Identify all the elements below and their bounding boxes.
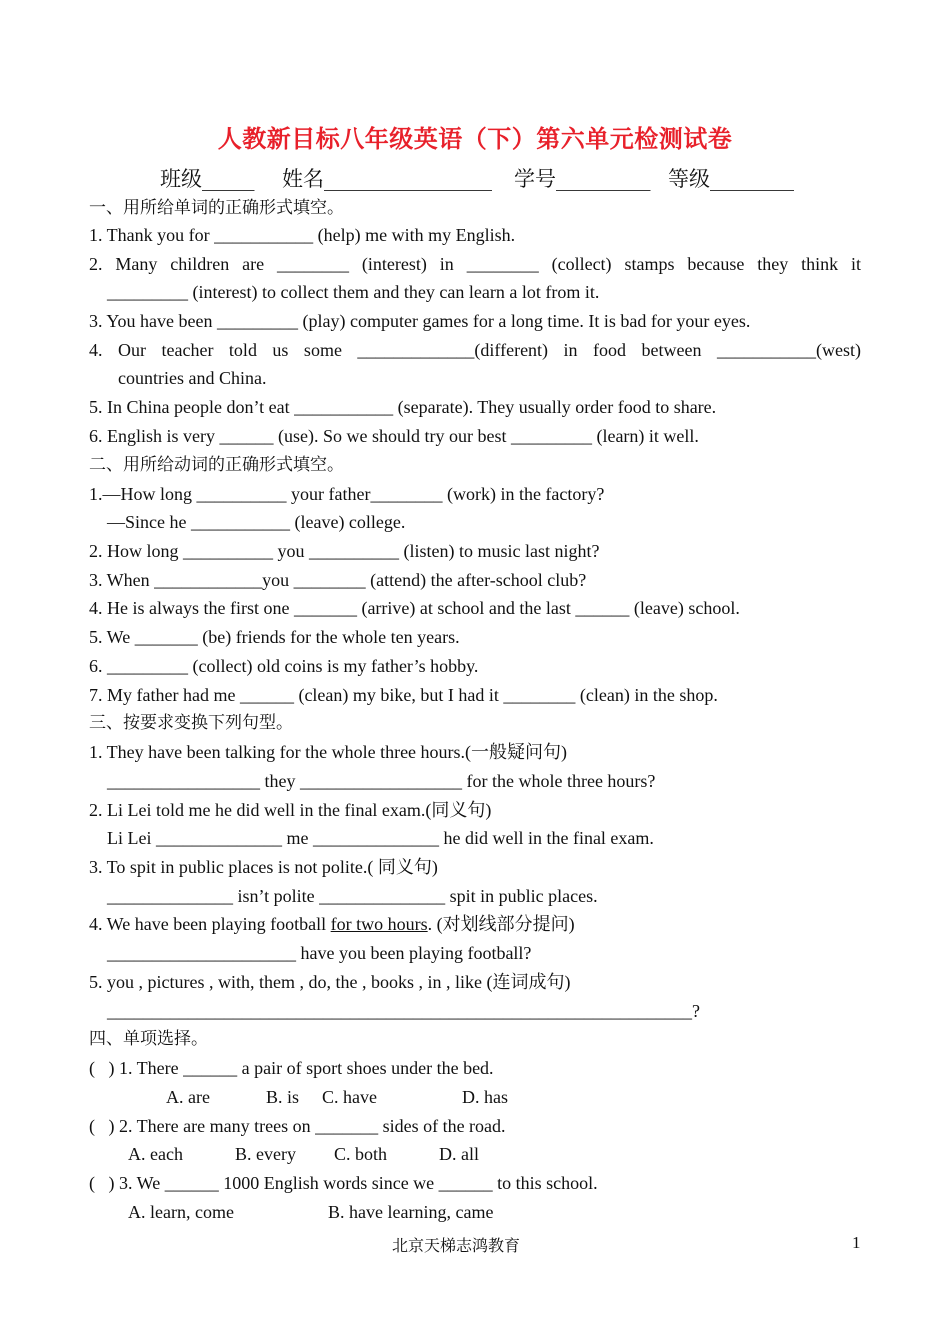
question-text: 6. English is very ______ (use). So we should try our best _________ (learn) it well. — [89, 426, 699, 446]
answer-line: _____________________ have you been playing football? — [107, 943, 532, 963]
answer-line: _________________________________________________________________? — [107, 1001, 700, 1021]
option[interactable]: B. is — [266, 1087, 300, 1107]
question-text: 5. We _______ (be) friends for the whole ten years. — [89, 627, 460, 647]
question-text: countries and China. — [118, 368, 267, 388]
answer-line: Li Lei ______________ me ______________ he did well in the final exam. — [107, 828, 654, 848]
section-2-heading: 二、用所给动词的正确形式填空。 — [89, 455, 344, 475]
option[interactable]: D. has — [462, 1087, 508, 1107]
question-part: 4. We have been playing football — [89, 914, 331, 934]
mc-question: ( ) 1. There ______ a pair of sport shoes under the bed. — [89, 1058, 494, 1078]
question-text: 3. When ____________you ________ (attend) the after-school club? — [89, 570, 587, 590]
page-title: 人教新目标八年级英语（下）第六单元检测试卷 — [217, 125, 733, 153]
question-text: 4. He is always the first one _______ (arrive) at school and the last ______ (leave) school. — [89, 598, 740, 618]
option[interactable]: A. learn, come — [128, 1202, 234, 1222]
class-field[interactable]: 班级_____ — [160, 167, 255, 191]
question-text: 3. To spit in public places is not polite.( 同义句) — [89, 857, 438, 877]
option[interactable]: C. have — [322, 1087, 377, 1107]
question-text: 1. They have been talking for the whole three hours.(一般疑问句) — [89, 742, 568, 762]
question-text: 2. How long __________ you __________ (listen) to music last night? — [89, 541, 600, 561]
question-text: 7. My father had me ______ (clean) my bike, but I had it ________ (clean) in the shop. — [89, 685, 718, 705]
question-text: _________ (interest) to collect them and they can learn a lot from it. — [107, 282, 600, 302]
section-3-heading: 三、按要求变换下列句型。 — [89, 713, 293, 733]
question-text: 6. _________ (collect) old coins is my father’s hobby. — [89, 656, 479, 676]
question-text: 3. You have been _________ (play) computer games for a long time. It is bad for your eyes. — [89, 311, 751, 331]
footer-publisher: 北京天梯志鸿教育 — [392, 1236, 521, 1255]
question-text: 2. Li Lei told me he did well in the final exam.(同义句) — [89, 800, 492, 820]
mc-question: ( ) 2. There are many trees on _______ sides of the road. — [89, 1116, 506, 1136]
option[interactable]: D. all — [439, 1144, 479, 1164]
option[interactable]: A. each — [128, 1144, 183, 1164]
grade-field[interactable]: 等级________ — [668, 167, 794, 191]
number-field[interactable]: 学号_________ — [514, 167, 651, 191]
option[interactable]: B. every — [235, 1144, 296, 1164]
question-text: 2. Many children are ________ (interest) in ________ (collect) stamps because they think it — [89, 254, 861, 274]
answer-line: ______________ isn’t polite ______________ spit in public places. — [107, 886, 598, 906]
option[interactable]: A. are — [166, 1087, 210, 1107]
section-4-heading: 四、单项选择。 — [89, 1029, 208, 1049]
section-1-heading: 一、用所给单词的正确形式填空。 — [89, 198, 344, 218]
question-text: 4. Our teacher told us some _____________(different) in food between ___________(west) — [89, 340, 861, 360]
question-text: —Since he ___________ (leave) college. — [107, 512, 406, 532]
question-text: 1. Thank you for ___________ (help) me with my English. — [89, 225, 516, 245]
option[interactable]: C. both — [334, 1144, 388, 1164]
question-text: 5. In China people don’t eat ___________ (separate). They usually order food to share. — [89, 397, 717, 417]
option[interactable]: B. have learning, came — [328, 1202, 494, 1222]
question-text: 5. you , pictures , with, them , do, the , books , in , like (连词成句) — [89, 972, 571, 992]
question-text — [89, 912, 575, 936]
question-part: . (对划线部分提问) — [427, 914, 575, 934]
underlined-phrase: for two hours — [330, 914, 428, 934]
question-text: 1.—How long __________ your father________ (work) in the factory? — [89, 484, 605, 504]
mc-question: ( ) 3. We ______ 1000 English words since we ______ to this school. — [89, 1173, 598, 1193]
answer-line: _________________ they __________________ for the whole three hours? — [107, 771, 656, 791]
page-number: 1 — [852, 1233, 861, 1252]
name-field[interactable]: 姓名________________ — [282, 167, 492, 191]
